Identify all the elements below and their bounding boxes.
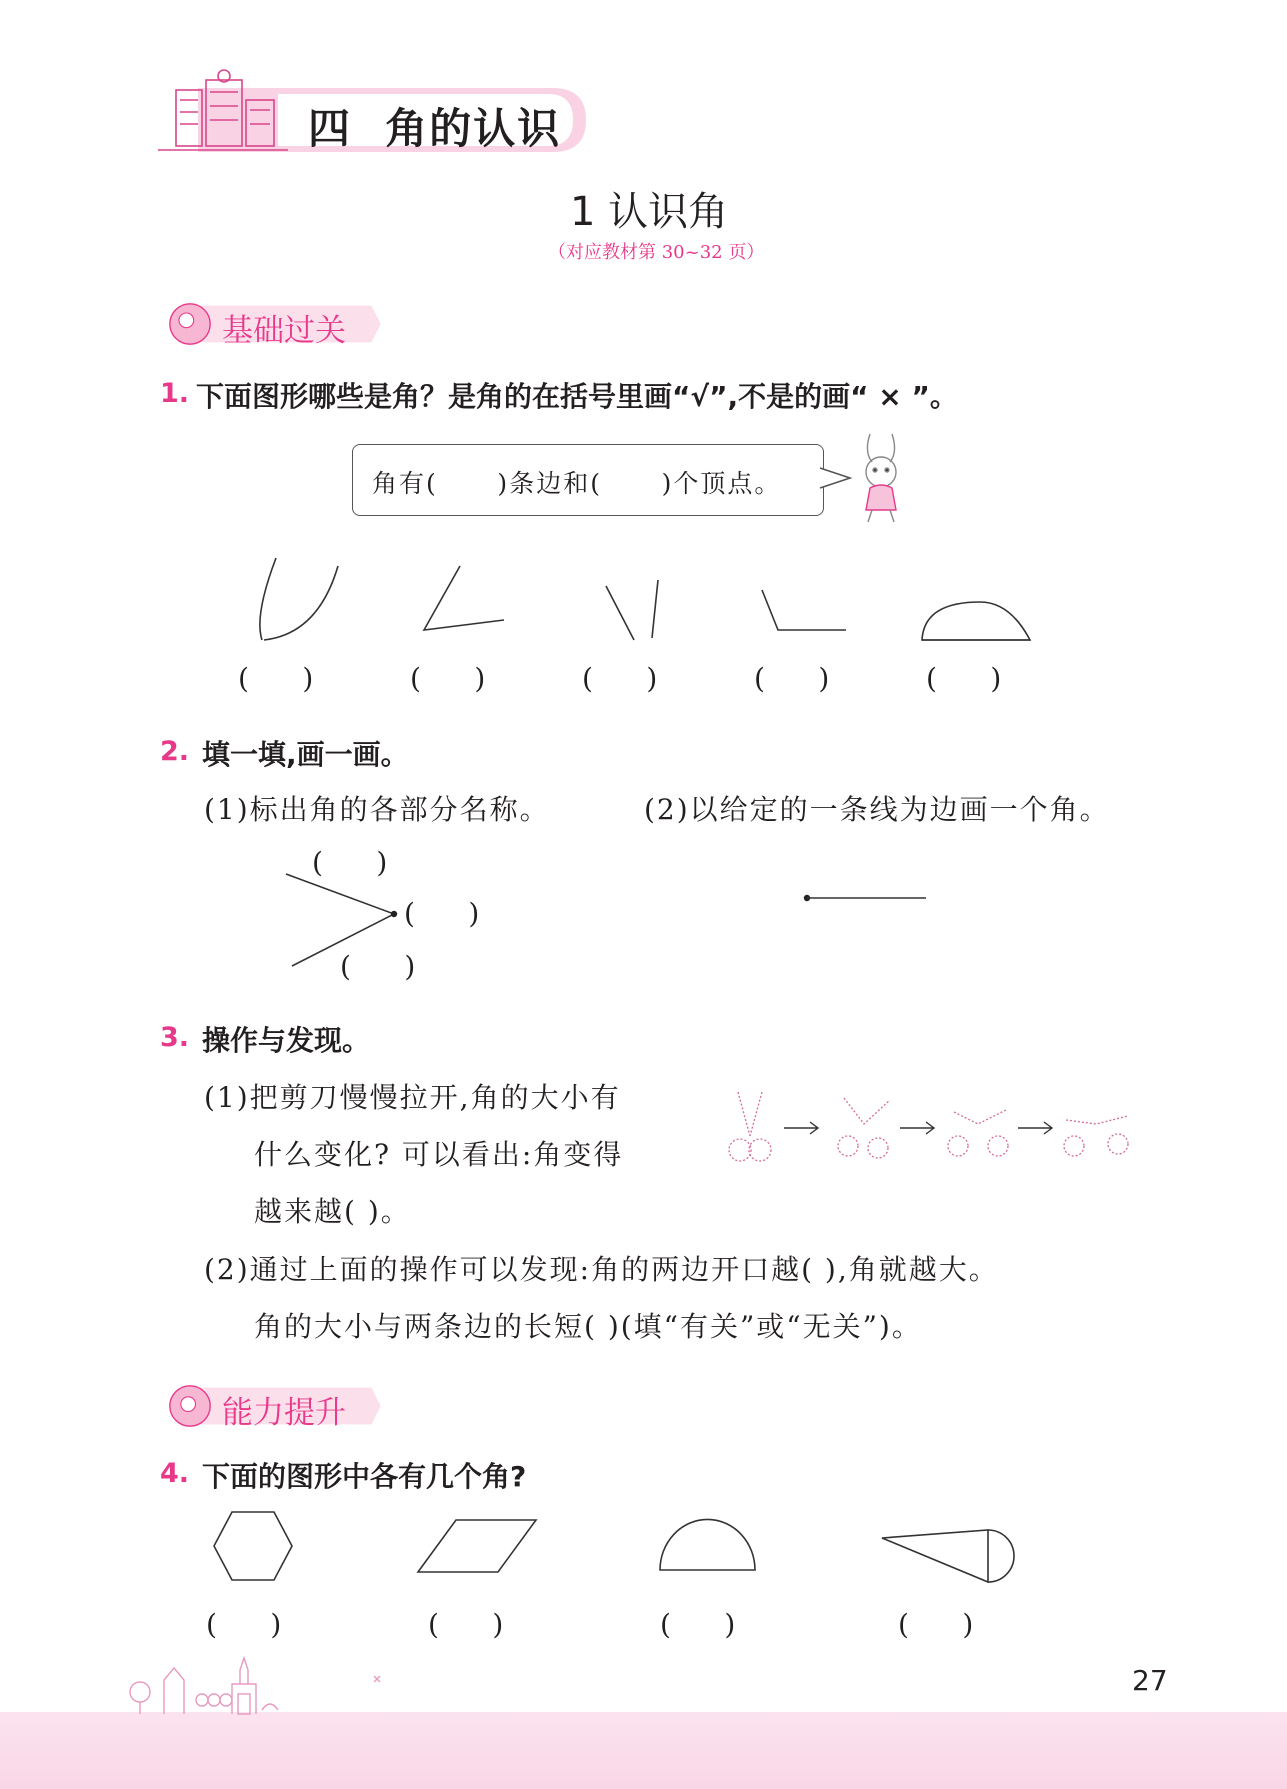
q1-figure-angle: [420, 564, 510, 634]
q3-number: 3.: [160, 1022, 190, 1053]
textbook-reference: （对应教材第 30~32 页）: [548, 242, 765, 263]
q2-text: 填一填,画一画。: [202, 738, 409, 771]
page-number: 27: [1132, 1664, 1168, 1697]
q1-figure-separated-lines: [600, 576, 670, 644]
footer-town-illustration: [124, 1650, 404, 1716]
q2-number: 2.: [160, 736, 190, 767]
bubble-text: 角有( )条边和( )个顶点。: [372, 469, 782, 498]
q2-given-ray: [802, 892, 932, 904]
q4-text: 下面的图形中各有几个角?: [202, 1460, 527, 1493]
scissors-sequence: [714, 1088, 1164, 1168]
q3-part2-line1: (2)通过上面的操作可以发现:角的两边开口越( ),角就越大。: [204, 1253, 999, 1286]
q4-parallelogram: [416, 1518, 538, 1574]
q4-semicircle: [658, 1516, 758, 1574]
footer-band: [0, 1712, 1287, 1789]
q3-text: 操作与发现。: [202, 1024, 371, 1057]
q4-answer-2[interactable]: ( ): [428, 1608, 504, 1641]
lesson-title: 1 认识角: [570, 189, 729, 235]
q4-answer-3[interactable]: ( ): [660, 1608, 736, 1641]
speech-bubble-tail: [820, 464, 854, 494]
q1-figure-u-curve: [252, 556, 352, 646]
q2-part2: (2)以给定的一条线为边画一个角。: [644, 793, 1110, 826]
q1-answer-3[interactable]: ( ): [582, 662, 658, 695]
section-basic-label: 基础过关: [222, 313, 346, 349]
q3-part1-line3: 越来越( )。: [254, 1195, 411, 1228]
chapter-name: 角的认识: [385, 104, 562, 153]
q3-part1-line1: (1)把剪刀慢慢拉开,角的大小有: [204, 1081, 621, 1114]
bunny-mascot-icon: [852, 432, 912, 524]
q1-text: 下面图形哪些是角？是角的在括号里画“√”,不是的画“ × ”。: [196, 380, 958, 413]
q4-number: 4.: [160, 1458, 190, 1489]
q1-answer-2[interactable]: ( ): [410, 662, 486, 695]
q4-hexagon: [212, 1510, 294, 1582]
q1-answer-5[interactable]: ( ): [926, 662, 1002, 695]
q4-answer-1[interactable]: ( ): [206, 1608, 282, 1641]
chapter-title: [308, 96, 561, 156]
q2-label-top[interactable]: ( ): [312, 846, 388, 879]
q1-number: 1.: [160, 378, 190, 409]
q1-answer-4[interactable]: ( ): [754, 662, 830, 695]
q3-part2-line2: 角的大小与两条边的长短( )(填“有关”或“无关”)。: [254, 1310, 922, 1343]
q2-part1: (1)标出角的各部分名称。: [204, 793, 550, 826]
q1-figure-right-angle: [760, 588, 860, 638]
section-advanced-label: 能力提升: [222, 1395, 346, 1431]
q1-figure-curve-shape: [920, 598, 1032, 646]
q2-label-bottom[interactable]: ( ): [340, 950, 416, 983]
q2-label-vertex[interactable]: ( ): [404, 897, 480, 930]
q4-cone-shape: [880, 1524, 1016, 1588]
chapter-number: 四: [308, 104, 353, 153]
q3-part1-line2: 什么变化? 可以看出:角变得: [254, 1138, 624, 1171]
q4-answer-4[interactable]: ( ): [898, 1608, 974, 1641]
q1-answer-1[interactable]: ( ): [238, 662, 314, 695]
